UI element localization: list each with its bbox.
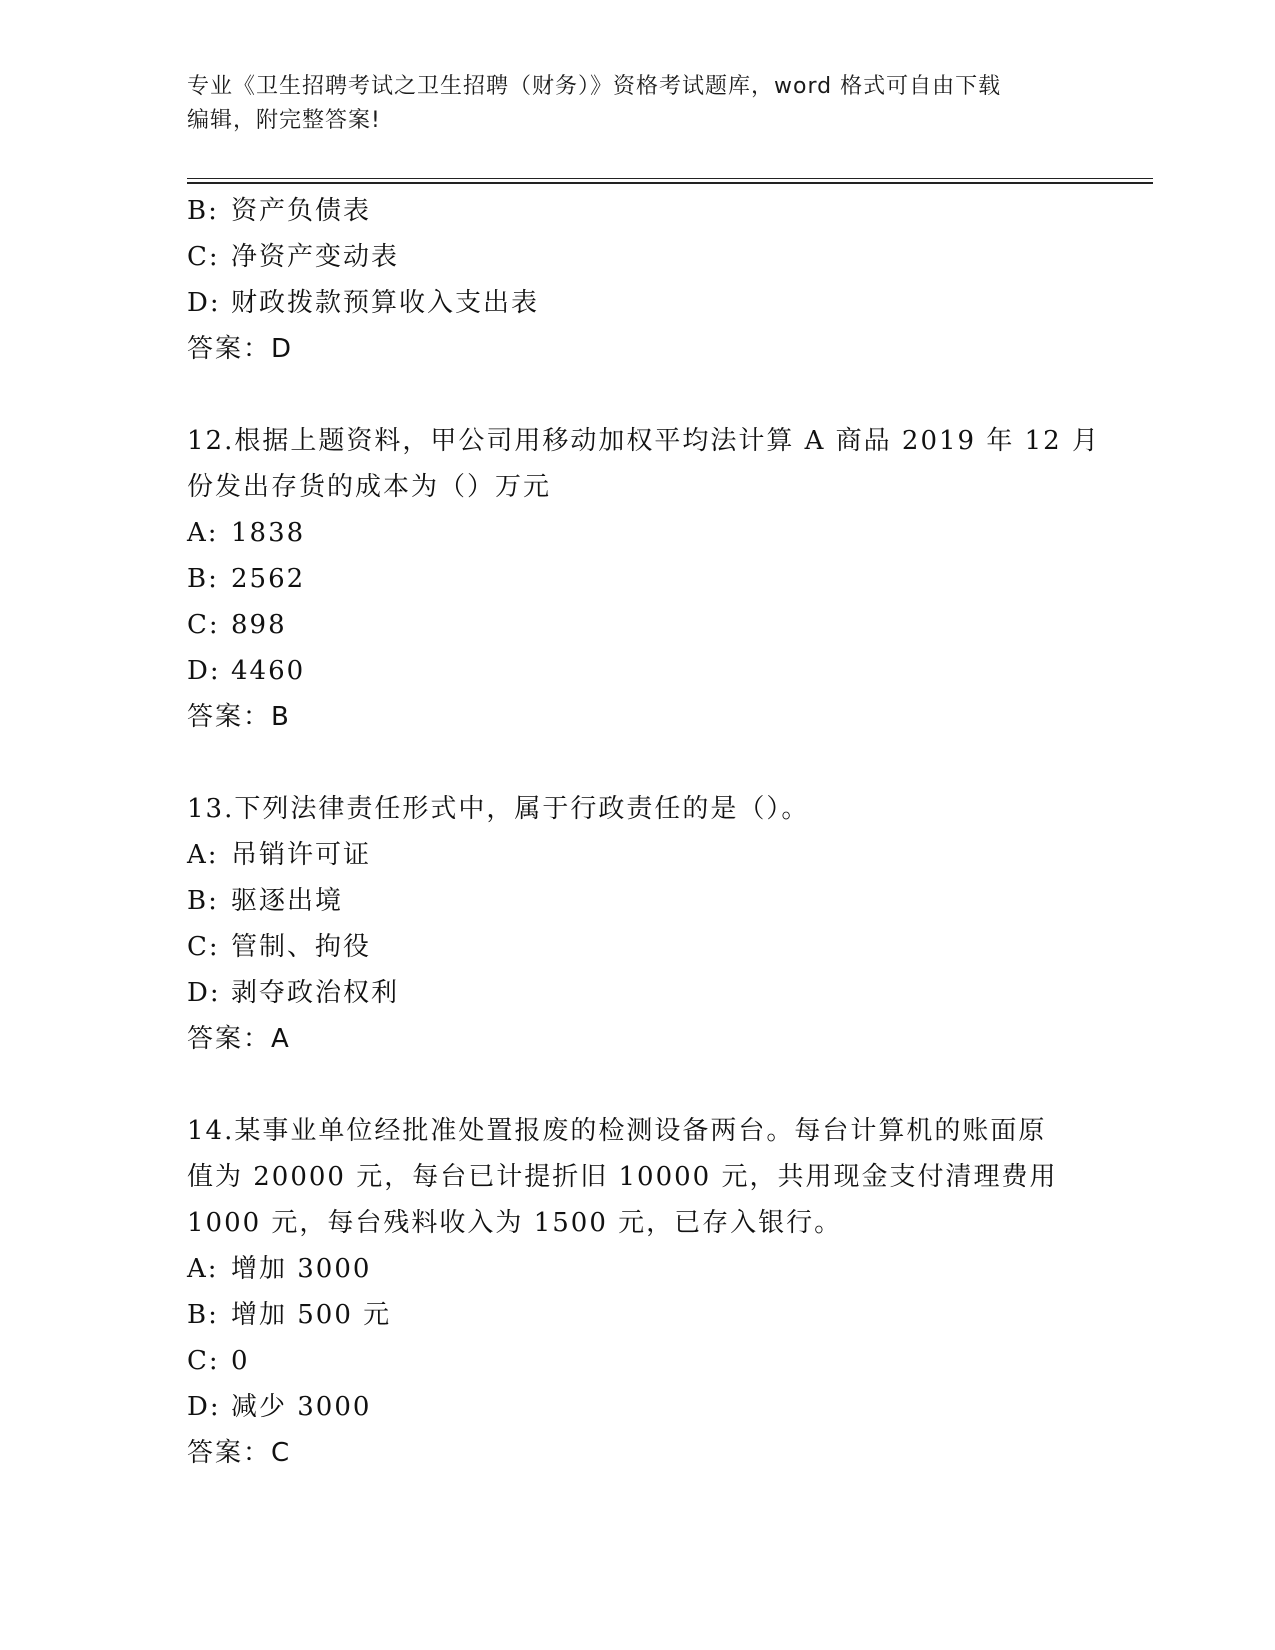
option-d: [187, 648, 1087, 694]
option-a: [187, 832, 1087, 878]
spacer: [187, 372, 1087, 418]
option-text: 898: [231, 610, 287, 640]
question-14: [187, 1108, 1087, 1476]
option-text: 驱逐出境: [231, 886, 344, 916]
question-stem: 1000 元，每台残料收入为 1500 元，已存入银行。: [187, 1208, 843, 1238]
answer-line: 答案：C: [187, 1438, 292, 1468]
spacer: [187, 740, 1087, 786]
option-label: C:: [187, 242, 220, 272]
option-text: 管制、拘役: [231, 932, 372, 962]
question-12: [187, 418, 1100, 740]
option-text: 增加 3000: [231, 1254, 372, 1284]
option-b: [187, 1292, 1087, 1338]
option-label: D:: [187, 288, 221, 318]
option-b: [187, 188, 1087, 234]
option-text: 吊销许可证: [231, 840, 372, 870]
option-d: [187, 970, 1087, 1016]
option-text: 2562: [231, 564, 306, 594]
option-c: [187, 1338, 1087, 1384]
option-text: 减少 3000: [231, 1392, 372, 1422]
option-a: [187, 1246, 1087, 1292]
option-label: C:: [187, 932, 220, 962]
option-label: B:: [187, 564, 219, 594]
option-label: A:: [187, 840, 219, 870]
option-text: 财政拨款预算收入支出表: [231, 288, 540, 318]
option-label: C:: [187, 1346, 220, 1376]
header-divider-thick: [187, 182, 1153, 184]
option-text: 净资产变动表: [231, 242, 400, 272]
option-c: [187, 602, 1087, 648]
question-content: [187, 188, 1100, 1476]
option-label: A:: [187, 518, 219, 548]
option-label: B:: [187, 196, 219, 226]
header-line-2: 编辑，附完整答案!: [187, 108, 381, 133]
question-stem: 12.根据上题资料，甲公司用移动加权平均法计算 A 商品 2019 年 12 月: [187, 426, 1100, 456]
spacer: [187, 1062, 1087, 1108]
option-text: 剥夺政治权利: [231, 978, 400, 1008]
answer-line: 答案：D: [187, 334, 294, 364]
option-b: [187, 878, 1087, 924]
question-stem: 值为 20000 元，每台已计提折旧 10000 元，共用现金支付清理费用: [187, 1162, 1058, 1192]
option-c: [187, 924, 1087, 970]
option-text: 0: [231, 1346, 250, 1376]
option-label: D:: [187, 978, 221, 1008]
option-text: 4460: [231, 656, 306, 686]
answer-line: 答案：B: [187, 702, 291, 732]
answer-line: 答案：A: [187, 1024, 291, 1054]
option-label: C:: [187, 610, 220, 640]
document-header: [187, 70, 1087, 138]
question-stem: 份发出存货的成本为（）万元: [187, 472, 552, 502]
option-c: [187, 234, 1087, 280]
option-label: B:: [187, 886, 219, 916]
header-line-1: 专业《卫生招聘考试之卫生招聘（财务）》资格考试题库，word 格式可自由下载: [187, 74, 1002, 99]
question-stem: 13.下列法律责任形式中，属于行政责任的是（）。: [187, 794, 810, 824]
question-13: [187, 786, 1087, 1062]
option-label: D:: [187, 656, 221, 686]
option-text: 资产负债表: [231, 196, 372, 226]
option-a: [187, 510, 1087, 556]
option-b: [187, 556, 1087, 602]
option-label: B:: [187, 1300, 219, 1330]
option-label: D:: [187, 1392, 221, 1422]
option-d: [187, 1384, 1087, 1430]
header-divider-thin: [187, 178, 1153, 179]
option-text: 1838: [231, 518, 306, 548]
question-stem: 14.某事业单位经批准处置报废的检测设备两台。每台计算机的账面原: [187, 1116, 1047, 1146]
option-text: 增加 500 元: [231, 1300, 392, 1330]
option-label: A:: [187, 1254, 219, 1284]
option-d: [187, 280, 1087, 326]
prev-question-block: [187, 188, 1087, 372]
